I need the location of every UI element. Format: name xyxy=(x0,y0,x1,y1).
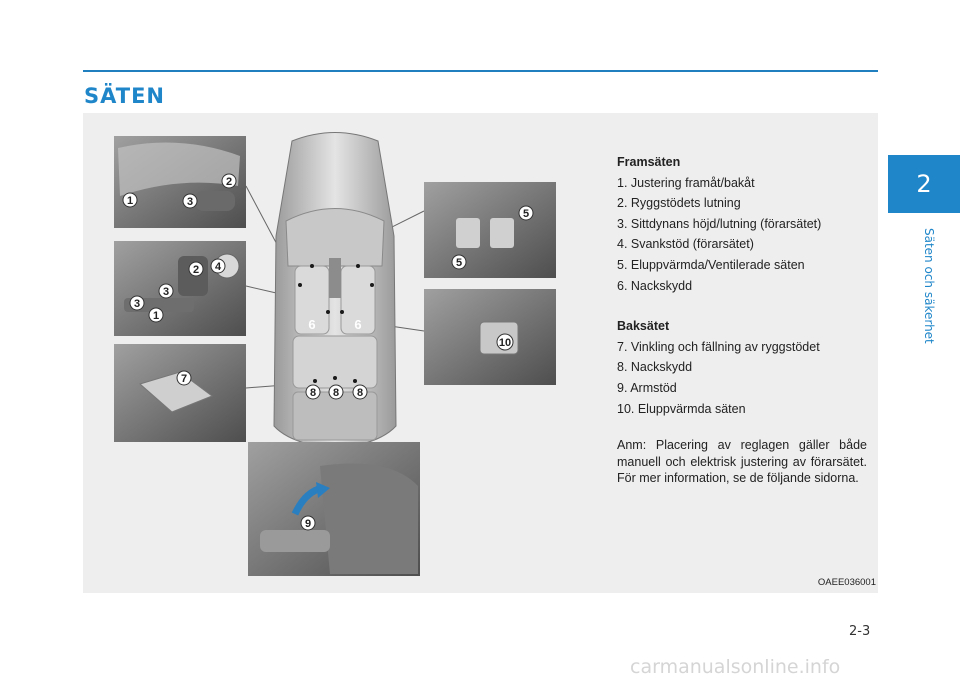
front-item: 4. Svankstöd (förarsätet) xyxy=(617,237,754,252)
marker-8-right xyxy=(353,385,367,399)
rear-heater-switch-photo xyxy=(424,289,556,385)
front-seats-heading: Framsäten xyxy=(617,155,681,169)
svg-text:3: 3 xyxy=(186,196,194,208)
marker-10 xyxy=(497,334,513,350)
seat-controls-illustration xyxy=(100,126,570,581)
svg-text:2: 2 xyxy=(225,176,233,188)
marker-2 xyxy=(222,174,236,188)
svg-text:1: 1 xyxy=(152,310,160,322)
rear-item: 7. Vinkling och fällning av ryggstödet xyxy=(617,339,820,354)
marker-1 xyxy=(123,193,137,207)
front-item: 2. Ryggstödets lutning xyxy=(617,196,741,211)
chapter-label: Säten och säkerhet xyxy=(922,228,936,344)
rear-armrest-photo xyxy=(248,442,420,576)
image-code: OAEE036001 xyxy=(817,577,876,588)
marker-3 xyxy=(183,194,197,208)
front-item: 5. Eluppvärmda/Ventilerade säten xyxy=(617,257,805,272)
svg-text:6: 6 xyxy=(308,317,316,332)
svg-text:8: 8 xyxy=(332,387,340,399)
marker-3b xyxy=(159,284,173,298)
marker-8-center xyxy=(329,385,343,399)
svg-text:5: 5 xyxy=(522,208,530,220)
seat-controls-photo xyxy=(114,241,246,336)
front-item: 3. Sittdynans höjd/lutning (förarsätet) xyxy=(617,216,822,231)
marker-4 xyxy=(211,259,225,273)
svg-text:4: 4 xyxy=(214,261,222,273)
svg-text:5: 5 xyxy=(455,257,463,269)
rear-item: 9. Armstöd xyxy=(617,380,677,395)
marker-7 xyxy=(177,371,191,385)
seatback-lever-photo xyxy=(114,344,246,442)
svg-text:3: 3 xyxy=(133,298,141,310)
note-text: Anm: Placering av reglagen gäller både manuell och elektrisk justering av förarsätet. För mer information, se de följande sidorna. xyxy=(617,438,867,486)
page-number: 2-3 xyxy=(849,624,871,639)
svg-text:1: 1 xyxy=(126,195,134,207)
marker-3c xyxy=(130,296,144,310)
svg-text:7: 7 xyxy=(180,373,188,385)
section-title: SÄTEN xyxy=(84,84,165,108)
front-item: 1. Justering framåt/bakåt xyxy=(617,175,755,190)
front-item: 6. Nackskydd xyxy=(617,278,693,293)
seat-legend xyxy=(617,152,867,487)
marker-5b xyxy=(452,255,466,269)
marker-9 xyxy=(301,516,315,530)
marker-8-left xyxy=(306,385,320,399)
marker-1b xyxy=(149,308,163,322)
top-rule xyxy=(83,70,878,72)
marker-6-left xyxy=(308,317,315,332)
marker-5 xyxy=(519,206,533,220)
chapter-tab: 2 xyxy=(888,155,960,213)
marker-6-right xyxy=(354,317,361,332)
svg-text:3: 3 xyxy=(162,286,170,298)
svg-text:2: 2 xyxy=(192,264,200,276)
svg-text:10: 10 xyxy=(498,337,512,349)
console-switches-photo xyxy=(424,182,556,278)
svg-text:8: 8 xyxy=(309,387,317,399)
svg-text:9: 9 xyxy=(304,518,312,530)
rear-item: 10. Eluppvärmda säten xyxy=(617,401,746,416)
rear-seat-heading: Baksätet xyxy=(617,319,670,334)
svg-text:8: 8 xyxy=(356,387,364,399)
rear-item: 8. Nackskydd xyxy=(617,360,693,375)
watermark: carmanualsonline.info xyxy=(630,656,841,678)
svg-text:6: 6 xyxy=(354,317,362,332)
marker-2b xyxy=(189,262,203,276)
